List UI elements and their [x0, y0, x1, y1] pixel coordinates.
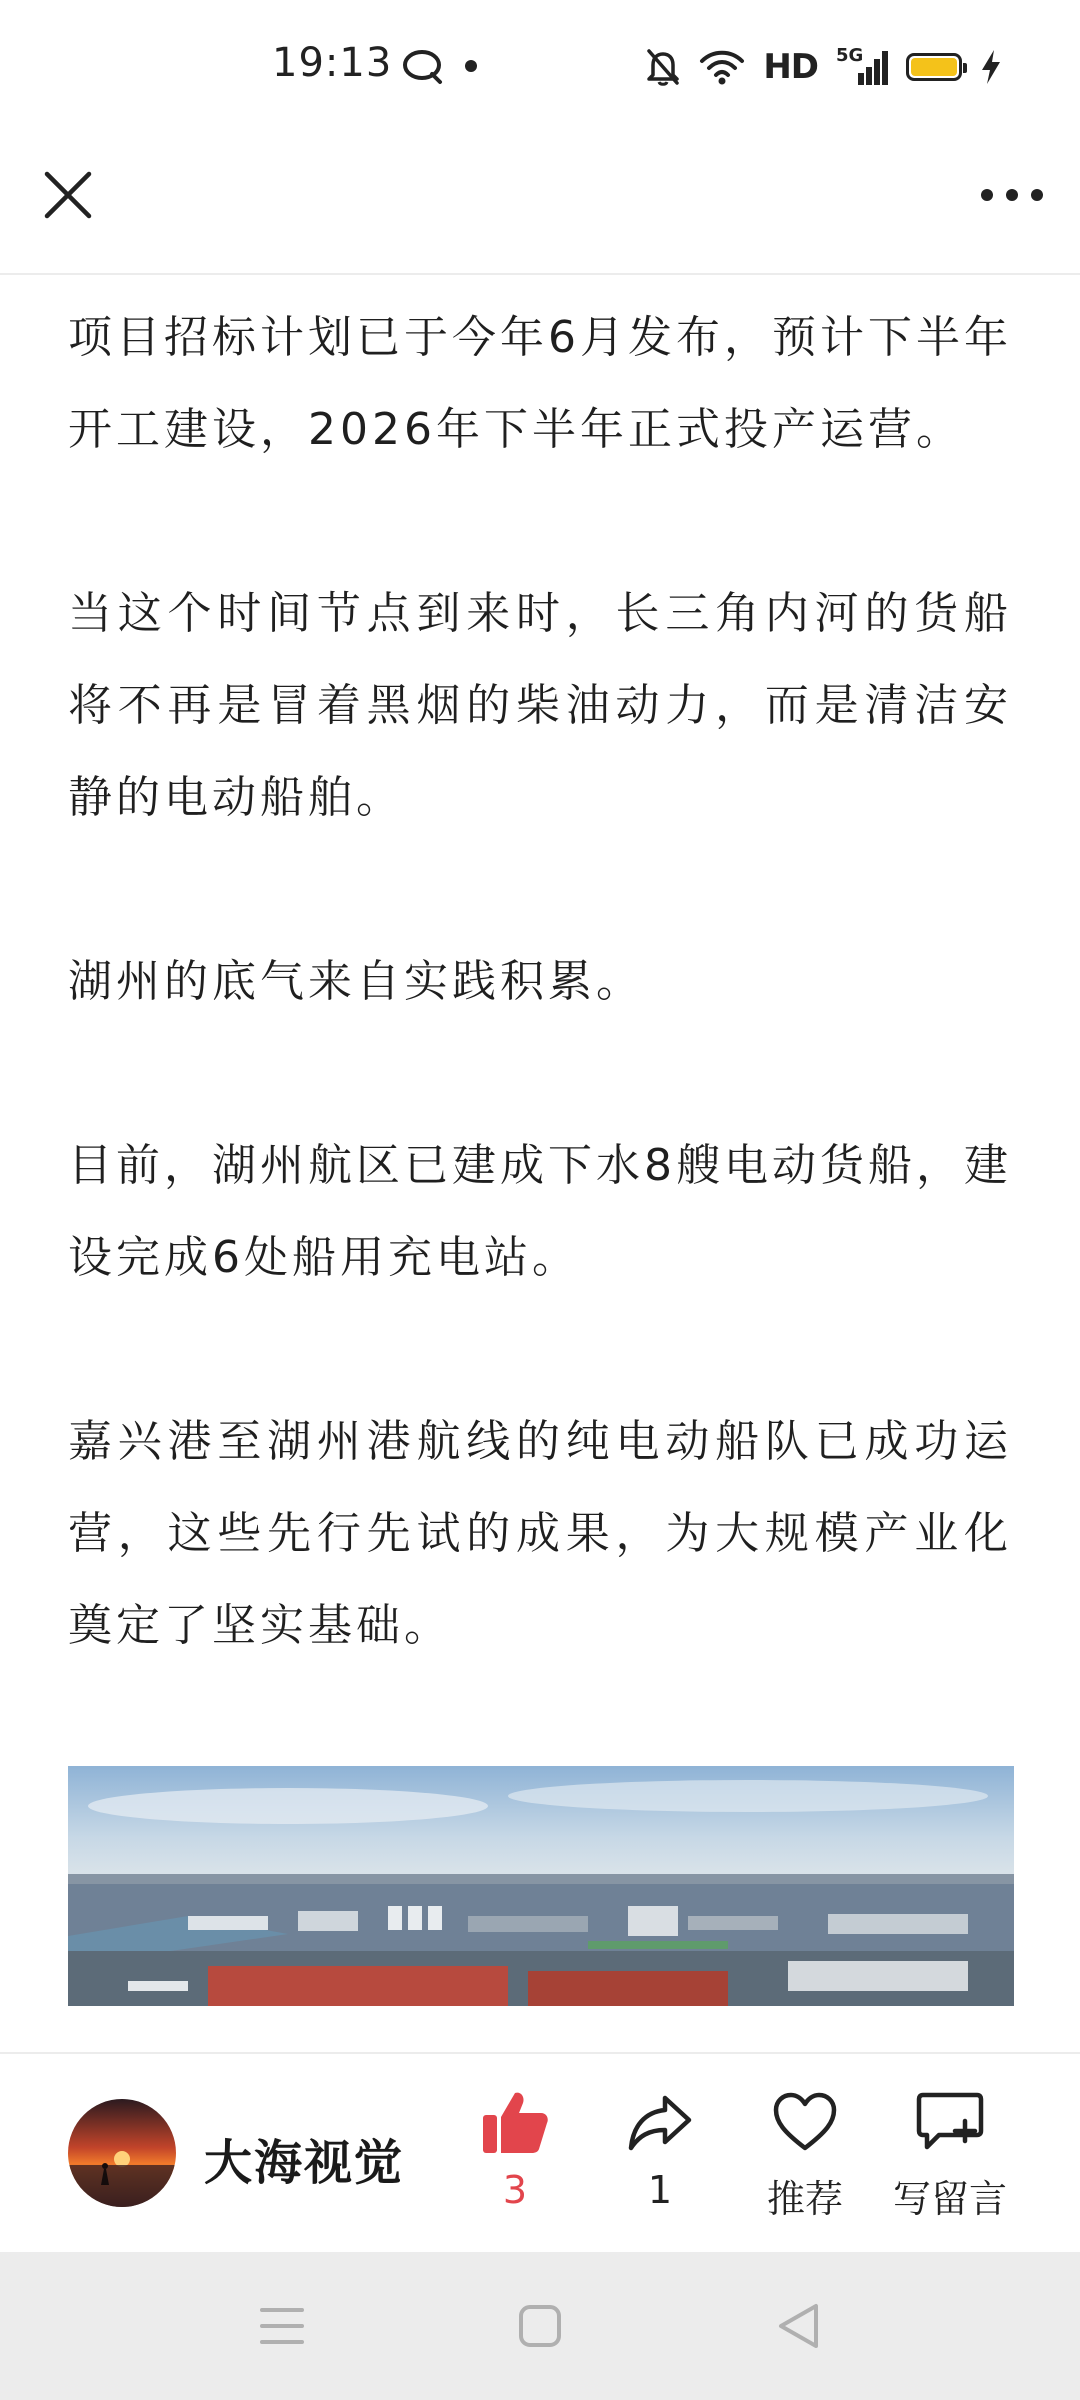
like-button[interactable]	[450, 2086, 580, 2226]
signal-label: 5G	[836, 45, 864, 66]
chat-bubble-icon	[402, 48, 446, 86]
share-button[interactable]	[595, 2086, 725, 2226]
article-paragraph: 目前，湖州航区已建成下水8艘电动货船，建设完成6处船用充电站。	[68, 1140, 1012, 1283]
close-icon	[43, 170, 93, 220]
author-name[interactable]: 大海视觉	[204, 2135, 405, 2191]
back-triangle-icon	[776, 2302, 820, 2350]
wifi-icon	[699, 48, 745, 86]
status-bar	[0, 0, 1080, 135]
charging-icon	[980, 48, 1002, 86]
article-paragraph: 湖州的底气来自实践积累。	[68, 956, 644, 1007]
more-button[interactable]	[972, 163, 1052, 227]
battery-icon	[906, 53, 962, 81]
recommend-button[interactable]	[740, 2086, 870, 2226]
close-button[interactable]	[36, 163, 100, 227]
nav-back-button[interactable]	[768, 2296, 828, 2356]
home-square-icon	[518, 2304, 562, 2348]
heart-icon	[772, 2092, 838, 2152]
recommend-label: 推荐	[766, 2177, 843, 2221]
more-icon	[980, 188, 1044, 202]
system-nav-bar	[0, 2252, 1080, 2400]
nav-home-button[interactable]	[510, 2296, 570, 2356]
article-content[interactable]	[0, 276, 1080, 2052]
share-count: 1	[647, 2168, 673, 2212]
article-paragraph: 嘉兴港至湖州港航线的纯电动船队已成功运营，这些先行先试的成果，为大规模产业化奠定了坚实基础。	[68, 1416, 1012, 1651]
author-avatar[interactable]	[68, 2099, 176, 2207]
top-toolbar	[0, 135, 1080, 275]
share-arrow-icon	[627, 2092, 693, 2152]
article-paragraph: 项目招标计划已于今年6月发布，预计下半年开工建设，2026年下半年正式投产运营。	[68, 312, 1012, 455]
status-icons	[645, 42, 1002, 92]
network-label: HD	[763, 47, 818, 87]
battery-fill	[911, 58, 957, 76]
write-comment-button[interactable]	[885, 2086, 1015, 2226]
comment-add-icon	[915, 2091, 985, 2153]
signal-icon	[836, 47, 888, 87]
thumbs-up-icon	[481, 2089, 549, 2155]
article-paragraph: 当这个时间节点到来时，长三角内河的货船将不再是冒着黑烟的柴油动力，而是清洁安静的电动船舶。	[68, 588, 1012, 823]
status-time: 19:13	[272, 40, 393, 86]
notification-dot	[465, 60, 477, 72]
bottom-action-bar	[0, 2052, 1080, 2252]
write-comment-label: 写留言	[892, 2177, 1007, 2221]
nav-menu-button[interactable]	[252, 2296, 312, 2356]
menu-icon	[260, 2306, 304, 2346]
bell-off-icon	[645, 47, 681, 87]
like-count: 3	[502, 2168, 528, 2212]
article-image[interactable]	[68, 1766, 1014, 2006]
